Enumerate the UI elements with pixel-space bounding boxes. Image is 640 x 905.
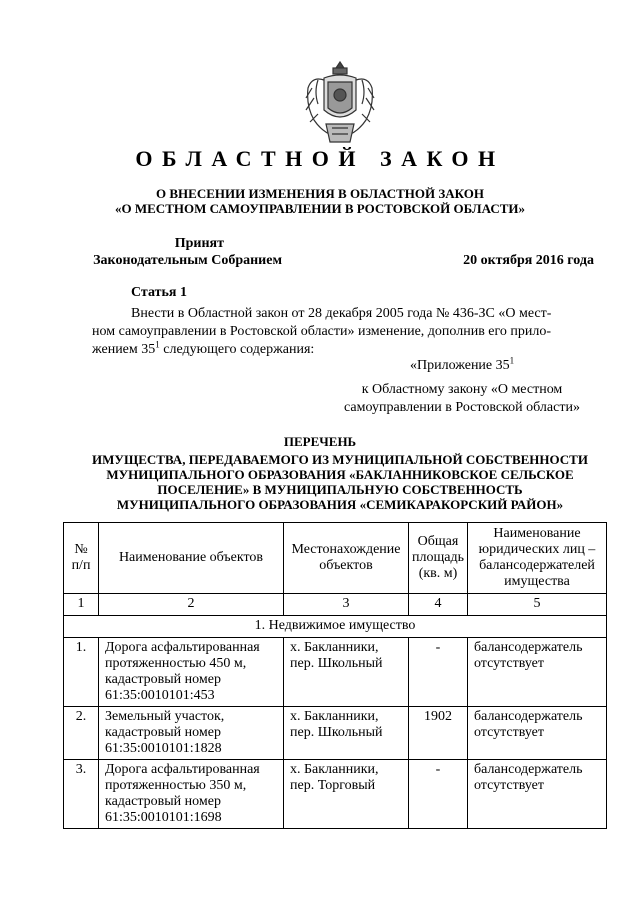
table-row: [64, 707, 607, 760]
list-subtitle-line: МУНИЦИПАЛЬНОГО ОБРАЗОВАНИЯ «БАКЛАННИКОВСКОЕ СЕЛЬСКОЕ: [106, 467, 574, 482]
annex-law-line: к Областному закону «О местном: [361, 382, 563, 397]
balance-holder: балансодержатель отсутствует: [467, 638, 606, 707]
table-header-cell: Наименование юридических лиц – балансодержателей имущества: [467, 523, 606, 594]
adoption-line: Законодательным Собранием: [93, 253, 282, 268]
adoption-date: 20 октября 2016 года: [463, 253, 594, 268]
table-row: [64, 760, 607, 829]
balance-holder: балансодержатель отсутствует: [467, 707, 606, 760]
object-location: х. Бакланники, пер. Школьный: [284, 638, 409, 707]
object-name: Дорога асфальтированная протяженностью 350 м, кадастровый номер 61:35:0010101:1698: [99, 760, 284, 829]
list-subtitle-line: МУНИЦИПАЛЬНОГО ОБРАЗОВАНИЯ «СЕМИКАРАКОРСКИЙ РАЙОН»: [116, 497, 564, 512]
table-header-cell: Наименование объектов: [99, 523, 284, 594]
article-text: жением 35: [92, 342, 156, 357]
subtitle-line: О ВНЕСЕНИИ ИЗМЕНЕНИЯ В ОБЛАСТНОЙ ЗАКОН: [156, 186, 484, 201]
row-number: 2.: [64, 707, 99, 760]
adoption-line: Принят: [174, 236, 224, 251]
object-location: х. Бакланники, пер. Торговый: [284, 760, 409, 829]
table-header-cell: Общая площадь (кв. м): [409, 523, 468, 594]
table-section-row: [64, 616, 607, 638]
property-table: [63, 522, 607, 829]
row-number: 3.: [64, 760, 99, 829]
annex-law-line: самоуправлении в Ростовской области»: [344, 400, 580, 415]
coat-of-arms-emblem: [300, 58, 380, 148]
table-header-cell: Местонахождение объектов: [284, 523, 409, 594]
article-line: ном самоуправлении в Ростовской области» изменение, дополнив его прило-: [92, 324, 552, 339]
object-name: Земельный участок, кадастровый номер 61:35:0010101:1828: [99, 707, 284, 760]
object-location: х. Бакланники, пер. Школьный: [284, 707, 409, 760]
object-area: 1902: [409, 707, 468, 760]
column-number-cell: 4: [409, 594, 468, 616]
column-number-cell: 5: [467, 594, 606, 616]
column-number-cell: 3: [284, 594, 409, 616]
superscript: 1: [509, 355, 515, 366]
annex-law-reference: [330, 381, 594, 417]
table-row: [64, 638, 607, 707]
column-number-cell: 1: [64, 594, 99, 616]
article-heading: Статья 1: [131, 285, 187, 300]
column-number-cell: 2: [99, 594, 284, 616]
object-area: -: [409, 760, 468, 829]
article-line: [92, 341, 594, 359]
article-line: Внести в Областной закон от 28 декабря 2005 года № 436-ЗС «О мест-: [131, 306, 552, 321]
list-subtitle-line: ИМУЩЕСТВА, ПЕРЕДАВАЕМОГО ИЗ МУНИЦИПАЛЬНОЙ СОБСТВЕННОСТИ: [92, 452, 588, 467]
document-title: ОБЛАСТНОЙ ЗАКОН: [135, 146, 505, 171]
superscript: 1: [155, 339, 160, 350]
subtitle-line: «О МЕСТНОМ САМОУПРАВЛЕНИИ В РОСТОВСКОЙ ОБЛАСТИ»: [115, 201, 525, 216]
adoption-block: [92, 235, 282, 269]
table-column-numbers-row: [64, 594, 607, 616]
document-subtitle: [0, 186, 640, 216]
article-body: [92, 305, 594, 359]
section-heading: 1. Недвижимое имущество: [64, 616, 607, 638]
object-name: Дорога асфальтированная протяженностью 450 м, кадастровый номер 61:35:0010101:453: [99, 638, 284, 707]
annex-title: [410, 355, 515, 374]
list-subtitle-line: ПОСЕЛЕНИЕ» В МУНИЦИПАЛЬНУЮ СОБСТВЕННОСТЬ: [157, 482, 523, 497]
balance-holder: балансодержатель отсутствует: [467, 760, 606, 829]
table-header-cell: № п/п: [64, 523, 99, 594]
row-number: 1.: [64, 638, 99, 707]
list-title: ПЕРЕЧЕНЬ: [283, 434, 357, 449]
list-subtitle: [70, 452, 610, 512]
article-text: следующего содержания:: [159, 342, 315, 357]
annex-title-text: «Приложение 35: [410, 358, 510, 373]
object-area: -: [409, 638, 468, 707]
table-header-row: [64, 523, 607, 594]
